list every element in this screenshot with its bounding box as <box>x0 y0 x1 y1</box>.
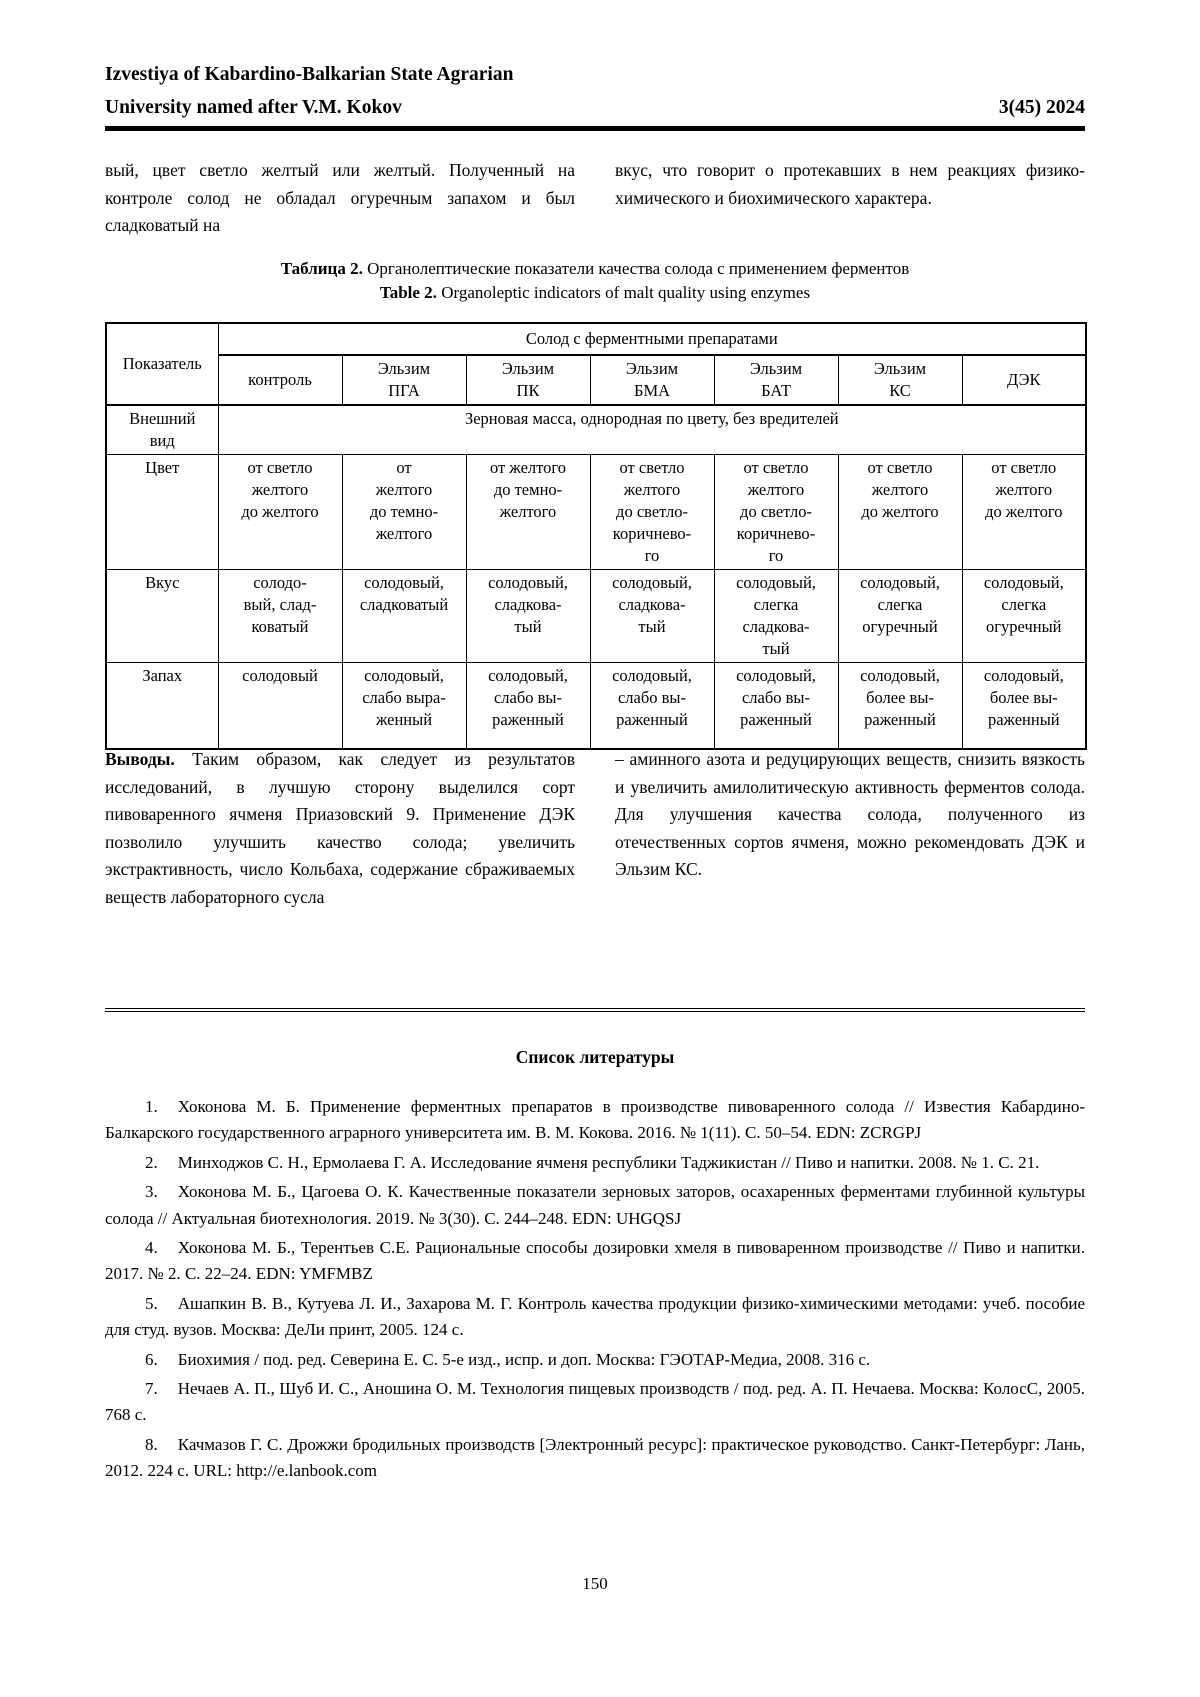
table-row-smell <box>106 663 1086 749</box>
references-title: Список литературы <box>515 1047 675 1067</box>
table-row-color <box>106 455 1086 570</box>
reference-item <box>105 1376 1085 1429</box>
reference-text: Хоконова М. Б. Применение ферментных препаратов в производстве пивоваренного солода // Известия Кабардино-Балкарского государственного аграрного университета им. В. М. Кокова. 2016. № 1(11). С. 50–54. EDN: ZCRGPJ <box>105 1097 1085 1143</box>
conclusions-left-column <box>105 746 575 912</box>
table-cell: солодовый, слегка сладкова- тый <box>714 570 838 663</box>
row-label-smell: Запах <box>106 663 218 749</box>
reference-item <box>105 1150 1085 1176</box>
conclusions-lead: Выводы. <box>105 749 175 769</box>
table-caption <box>105 257 1085 304</box>
references-list <box>105 1094 1085 1488</box>
reference-text: Нечаев А. П., Шуб И. С., Аношина О. М. Технология пищевых производств / под. ред. А. П. Нечаева. Москва: КолосС, 2005. 768 с. <box>105 1379 1085 1425</box>
appearance-value: Зерновая масса, однородная по цвету, без вредителей <box>218 405 1086 455</box>
row-label-color: Цвет <box>106 455 218 570</box>
table-cell: солодовый, слабо вы- раженный <box>714 663 838 749</box>
table-cell: солодовый, слегка огуречный <box>962 570 1086 663</box>
page-number: 150 <box>582 1574 608 1593</box>
table-header-elzim-ks: Эльзим КС <box>838 355 962 405</box>
reference-number: 5. <box>145 1293 158 1313</box>
table-row-taste <box>106 570 1086 663</box>
table-header-dek: ДЭК <box>962 355 1086 405</box>
table-cell: от желтого до темно- желтого <box>466 455 590 570</box>
intro-right-column: вкус, что говорит о протекавших в нем реакциях физико-химического и биохимического характера. <box>615 160 1085 208</box>
table-cell: от светло желтого до светло- коричнево- го <box>714 455 838 570</box>
table-header-elzim-pga: Эльзим ПГА <box>342 355 466 405</box>
intro-left-column: вый, цвет светло желтый или желтый. Полученный на контроле солод не обладал огуречным запахом и был сладковатый на <box>105 160 575 236</box>
reference-text: Минходжов С. Н., Ермолаева Г. А. Исследование ячменя республики Таджикистан // Пиво и напитки. 2008. № 1. С. 21. <box>177 1152 1040 1172</box>
table-cell: солодовый, слегка огуречный <box>838 570 962 663</box>
table-cell: солодовый, слабо выра- женный <box>342 663 466 749</box>
table-caption-en <box>105 281 1085 305</box>
table-cell: солодовый, сладкова- тый <box>590 570 714 663</box>
table-caption-en-text: Organoleptic indicators of malt quality using enzymes <box>436 282 811 302</box>
table-caption-ru-text: Органолептические показатели качества солода с применением ферментов <box>362 259 910 278</box>
table-cell: от светло желтого до желтого <box>962 455 1086 570</box>
table-cell: солодо- вый, слад- коватый <box>218 570 342 663</box>
table-cell: от светло желтого до желтого <box>838 455 962 570</box>
table-header-elzim-bma: Эльзим БМА <box>590 355 714 405</box>
reference-item <box>105 1235 1085 1288</box>
table-cell: от желтого до темно- желтого <box>342 455 466 570</box>
table-cell: солодовый, более вы- раженный <box>838 663 962 749</box>
reference-text: Биохимия / под. ред. Северина Е. С. 5-е изд., испр. и доп. Москва: ГЭОТАР-Медиа, 2008. 316 с. <box>177 1349 871 1369</box>
table-header-indicator: Показатель <box>106 323 218 405</box>
reference-number: 7. <box>145 1379 158 1399</box>
references-divider-rule <box>105 1008 1085 1012</box>
table-cell: солодовый, слабо вы- раженный <box>590 663 714 749</box>
reference-number: 3. <box>145 1182 158 1202</box>
reference-text: Ашапкин В. В., Кутуева Л. И., Захарова М. Г. Контроль качества продукции физико-химическими методами: учеб. пособие для студ. вузов. Москва: ДеЛи принт, 2005. 124 с. <box>105 1293 1085 1340</box>
conclusions-right-column: – аминного азота и редуцирующих веществ, снизить вязкость и увеличить амилолитическую активность ферментов солода. Для улучшения качества солода, полученного из отечественных сортов ячменя, можно рекомендовать ДЭК и Эльзим КС. <box>615 749 1085 880</box>
row-label-appearance: Внешний вид <box>106 405 218 455</box>
row-label-taste: Вкус <box>106 570 218 663</box>
reference-item <box>105 1179 1085 1232</box>
table-row-appearance <box>106 405 1086 455</box>
reference-number: 1. <box>145 1097 158 1116</box>
table-caption-ru <box>105 257 1085 281</box>
table-caption-en-label: Table 2. <box>379 282 437 302</box>
reference-text: Хоконова М. Б., Терентьев С.Е. Рациональные способы дозировки хмеля в пивоваренном производстве // Пиво и напитки. 2017. № 2. С. 22–24. EDN: YMFMBZ <box>105 1238 1085 1284</box>
reference-number: 4. <box>145 1238 158 1258</box>
table-header-elzim-pk: Эльзим ПК <box>466 355 590 405</box>
journal-header <box>105 64 1085 119</box>
reference-number: 6. <box>145 1349 158 1369</box>
journal-title-line2: University named after V.M. Kokov <box>105 97 402 118</box>
table-cell: солодовый <box>218 663 342 749</box>
conclusions-left-text: Таким образом, как следует из результатов исследований, в лучшую сторону выделился сорт пивоваренного ячменя Приазовский 9. Применение ДЭК позволило улучшить качество солода; увеличить экстрактивность, число Кольбаха, содержание сбраживаемых веществ лабораторного сусла <box>105 749 575 907</box>
reference-item <box>105 1432 1085 1485</box>
reference-text: Хоконова М. Б., Цагоева О. К. Качественные показатели зерновых заторов, осахаренных ферментами глубинной культуры солода // Актуальная биотехнология. 2019. № 3(30). С. 244–248. EDN: UHGQSJ <box>105 1182 1085 1228</box>
malt-quality-table <box>105 322 1087 750</box>
reference-item <box>105 1347 1085 1373</box>
table-cell: солодовый, сладковатый <box>342 570 466 663</box>
reference-number: 2. <box>145 1152 158 1172</box>
issue-number: 3(45) 2024 <box>998 97 1085 118</box>
table-cell: солодовый, сладкова- тый <box>466 570 590 663</box>
table-cell: от светло желтого до светло- коричнево- го <box>590 455 714 570</box>
reference-item <box>105 1094 1085 1147</box>
journal-title-line1: Izvestiya of Kabardino-Balkarian State Agrarian <box>105 64 514 85</box>
table-group-header: Солод с ферментными препаратами <box>218 323 1086 355</box>
table-header-elzim-bat: Эльзим БАТ <box>714 355 838 405</box>
table-cell: солодовый, слабо вы- раженный <box>466 663 590 749</box>
table-cell: солодовый, более вы- раженный <box>962 663 1086 749</box>
header-rule <box>105 126 1085 131</box>
table-cell: от светло желтого до желтого <box>218 455 342 570</box>
table-header-control: контроль <box>218 355 342 405</box>
reference-item <box>105 1291 1085 1344</box>
reference-number: 8. <box>145 1434 158 1454</box>
reference-text: Качмазов Г. С. Дрожжи бродильных производств [Электронный ресурс]: практическое руководство. Санкт-Петербург: Лань, 2012. 224 с. URL: http://e.lanbook.com <box>105 1434 1085 1481</box>
table-caption-ru-label: Таблица 2. <box>280 259 363 278</box>
